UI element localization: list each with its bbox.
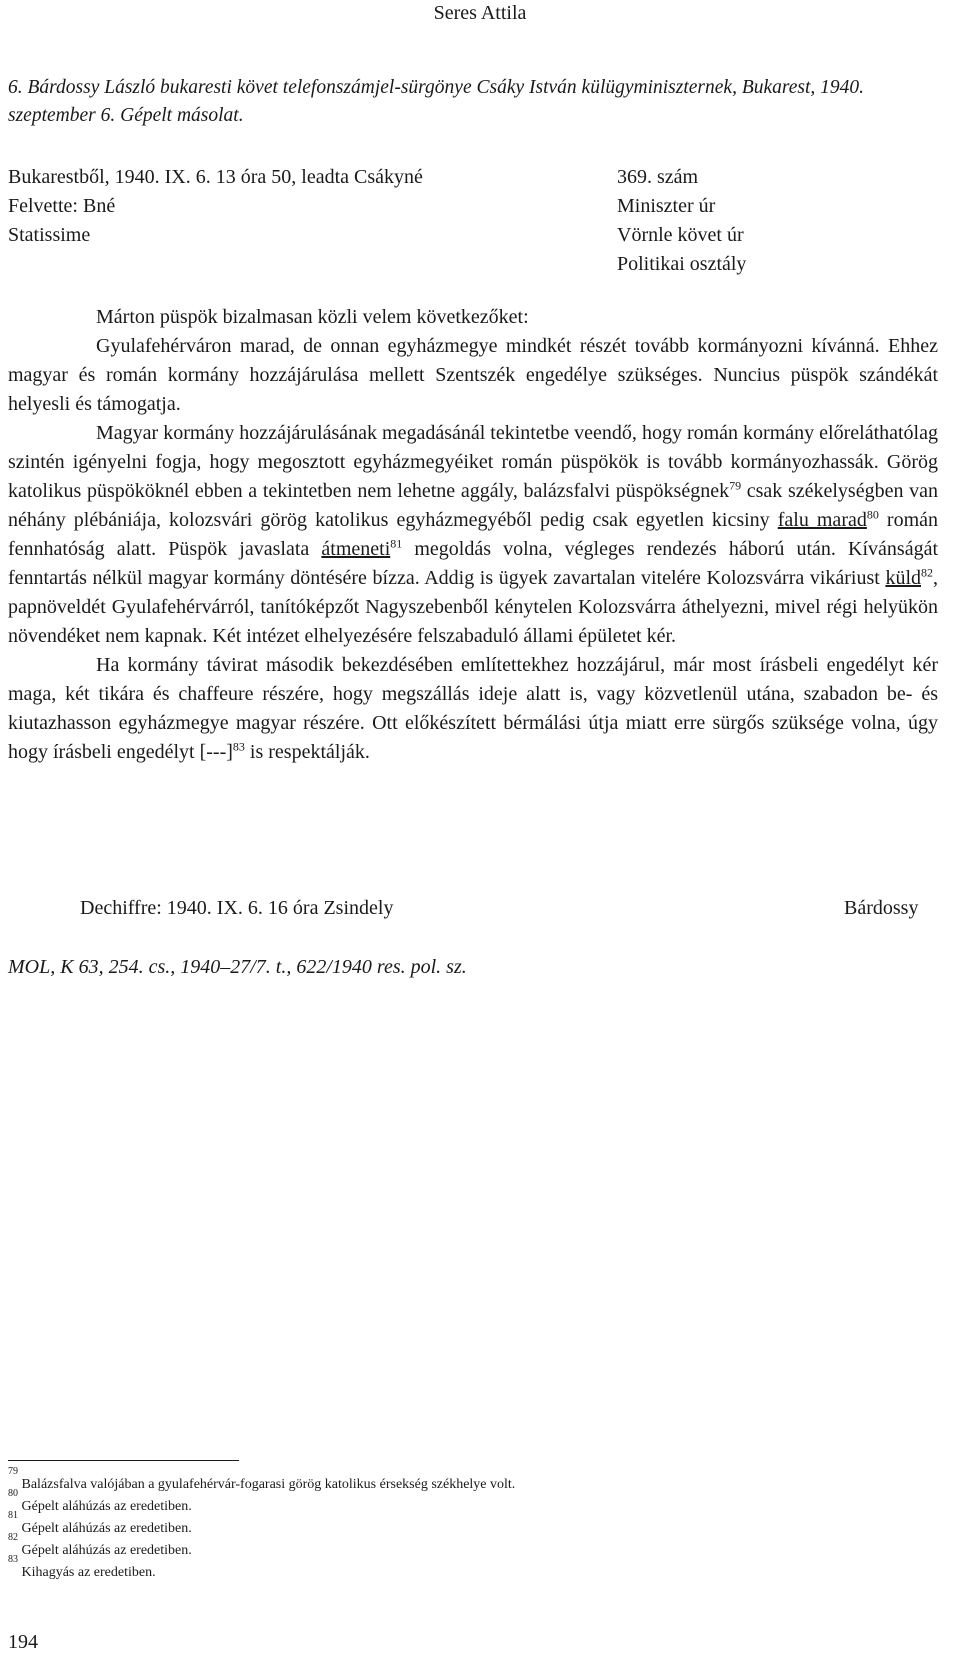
footnote-text: Kihagyás az eredetiben.: [18, 1565, 156, 1580]
body-text-run: csak székelységben van néhány plébániája, kolozsvári görög katolikus egyházmegyéből pedig csak egyetlen kicsiny: [8, 480, 939, 531]
underlined-text: falu marad: [777, 509, 867, 531]
body-text-run: , papnöveldét Gyulafehérvárról, tanítóképzőt Nagyszebenből kénytelen Kolozsvárra áthelyezni, mivel régi helyükön növendéket nem kapnak. Két intézet elhelyezésére felszabaduló állami épületet kér.: [8, 567, 938, 647]
underlined-text: átmeneti: [321, 538, 391, 560]
footnote-80: [8, 1488, 938, 1518]
page-number: 194: [8, 1631, 38, 1653]
footnote-number: 80: [8, 1488, 18, 1499]
footnote-divider: [8, 1460, 239, 1461]
header-left-line: Statissime: [8, 224, 91, 246]
footnote-81: [8, 1510, 938, 1540]
body-paragraph: [8, 651, 938, 767]
telegram-header-left: [8, 163, 568, 250]
footnote-text: Gépelt aláhúzás az eredetiben.: [18, 1499, 192, 1514]
footnote-82: [8, 1532, 938, 1562]
footnote-79: [8, 1466, 938, 1496]
footnote-83: [8, 1554, 938, 1584]
body-text-run: román fennhatóság alatt. Püspök javaslata: [8, 509, 939, 560]
footnote-ref-80[interactable]: 80: [866, 507, 879, 522]
footnote-ref-81[interactable]: 81: [390, 536, 403, 551]
header-right-line: Vörnle követ úr: [617, 224, 744, 246]
body-text-run: is respektálják.: [244, 741, 370, 763]
header-right-line: Politikai osztály: [617, 253, 747, 275]
underlined-text: küld: [885, 567, 921, 589]
telegram-body: [8, 303, 938, 767]
footnote-text: Balázsfalva valójában a gyulafehérvár-fogarasi görög katolikus érsekség székhelye volt.: [18, 1477, 516, 1492]
footnotes: [8, 1466, 938, 1584]
signature: Bárdossy: [844, 897, 919, 919]
body-text-run: megoldás volna, végleges rendezés háború után. Kívánságát fenntartás nélkül magyar kormány döntésére bízza. Addig is ügyek zavartalan vitelére Kolozsvárra vikáriust: [8, 538, 939, 589]
dechiffre-line: Dechiffre: 1940. IX. 6. 16 óra Zsindely: [80, 897, 394, 919]
header-left-line: Bukarestből, 1940. IX. 6. 13 óra 50, leadta Csákyné: [8, 166, 423, 188]
footnote-ref-79[interactable]: 79: [729, 478, 742, 493]
running-head: Seres Attila: [433, 2, 527, 24]
footnote-number: 79: [8, 1466, 18, 1477]
archive-reference: MOL, K 63, 254. cs., 1940–27/7. t., 622/1940 res. pol. sz.: [8, 956, 467, 978]
footnote-number: 82: [8, 1532, 18, 1543]
footnote-number: 83: [8, 1554, 18, 1565]
footnote-ref-83[interactable]: 83: [232, 739, 245, 754]
body-text-run: Magyar kormány hozzájárulásának megadásánál tekintetbe veendő, hogy román kormány előreláthatólag szintén igényelni fogja, hogy megosztott egyházmegyéiket román püspökök is tovább kormányozhassák. Görög katolikus püspököknél ebben a tekintetben nem lehetne aggály, balázsfalvi püspökségnek: [8, 422, 938, 502]
footnote-ref-82[interactable]: 82: [921, 565, 933, 580]
header-right-line: Miniszter úr: [617, 195, 716, 217]
body-text-run: Ha kormány távirat második bekezdésében említettekhez hozzájárul, már most írásbeli engedélyt kér maga, két tikára és chaffeure részére, hogy megszállás ideje alatt is, vagy közvetlenül utána, szabadon be- és kiutazhasson egyházmegye magyar részére. Ott előkészített bérmálási útja miatt erre sürgős szüksége volna, úgy hogy írásbeli engedélyt [---]: [8, 654, 938, 763]
header-left-line: Felvette: Bné: [8, 195, 116, 217]
header-right-line: 369. szám: [617, 166, 699, 188]
body-paragraph: [8, 419, 938, 651]
footnote-text: Gépelt aláhúzás az eredetiben.: [18, 1543, 192, 1558]
footnote-text: Gépelt aláhúzás az eredetiben.: [18, 1521, 192, 1536]
body-paragraph: Gyulafehérváron marad, de onnan egyházmegye mindkét részét tovább kormányozni kívánná. Ehhez magyar és román kormány hozzájárulása mellett Szentszék engedélye szükséges. Nuncius püspök szándékát helyesli és támogatja.: [8, 335, 938, 415]
telegram-header-right: [617, 163, 947, 279]
document-title: 6. Bárdossy László bukaresti követ telefonszámjel-sürgönye Csáky István külügyminiszternek, Bukarest, 1940. szeptember 6. Gépelt másolat.: [8, 77, 865, 126]
footnote-number: 81: [8, 1510, 18, 1521]
body-paragraph: Márton püspök bizalmasan közli velem következőket:: [96, 306, 529, 328]
